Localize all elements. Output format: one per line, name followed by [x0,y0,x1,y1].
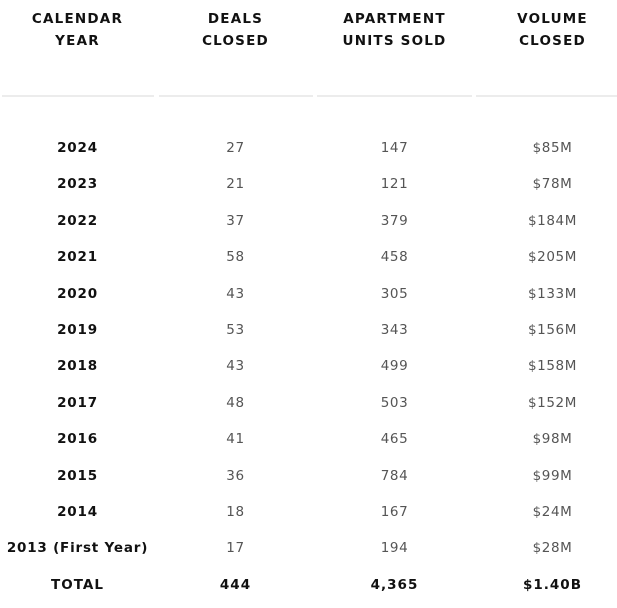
cell-volume: $184M [527,212,577,229]
cell-volume: $98M [532,431,573,448]
table-row [0,239,617,275]
cell-units: 121 [380,176,409,193]
cell-deals: 17 [226,540,245,557]
divider-segment [2,95,154,97]
total-deals: 444 [219,576,252,593]
header-apartment-units-sold: APARTMENT UNITS SOLD [342,11,447,49]
cell-deals: 41 [226,431,245,448]
table-row [0,276,617,312]
table-header [0,8,617,68]
cell-deals: 53 [226,321,245,338]
cell-units: 503 [380,394,409,411]
cell-units: 465 [380,431,409,448]
cell-year: 2022 [57,212,98,229]
cell-deals: 43 [226,358,245,375]
total-units: 4,365 [370,576,419,593]
cell-volume: $78M [532,176,573,193]
cell-volume: $28M [532,540,573,557]
cell-units: 499 [380,358,409,375]
cell-volume: $158M [527,358,577,375]
cell-units: 147 [380,140,409,156]
cell-volume: $156M [527,321,577,338]
header-deals-closed: DEALS CLOSED [202,11,269,49]
cell-year: 2019 [57,321,98,338]
cell-deals: 21 [226,176,245,193]
cell-year: 2016 [57,431,98,448]
table-row [0,458,617,494]
cell-volume: $85M [532,140,573,156]
cell-units: 194 [380,540,409,557]
table-row [0,421,617,457]
table-total-row [0,567,617,603]
cell-volume: $205M [527,249,577,266]
cell-units: 305 [380,285,409,302]
cell-units: 379 [380,212,409,229]
table-row [0,130,617,166]
cell-units: 458 [380,249,409,266]
table-row [0,312,617,348]
cell-units: 167 [380,503,409,520]
table-row [0,166,617,202]
divider-segment [159,95,313,97]
cell-deals: 18 [226,503,245,520]
cell-deals: 43 [226,285,245,302]
table-row [0,494,617,530]
table-row [0,348,617,384]
total-label: TOTAL [51,576,104,593]
header-volume-closed: VOLUME CLOSED [517,11,588,49]
cell-year: 2024 [57,140,98,156]
cell-deals: 58 [226,249,245,266]
cell-year: 2015 [57,467,98,484]
cell-units: 784 [380,467,409,484]
cell-volume: $99M [532,467,573,484]
table-row [0,385,617,421]
cell-year: 2018 [57,358,98,375]
cell-year: 2021 [57,249,98,266]
table-row [0,203,617,239]
header-divider [0,95,617,97]
cell-deals: 36 [226,467,245,484]
table-body [0,130,617,603]
cell-volume: $133M [527,285,577,302]
cell-year: 2014 [57,503,98,520]
cell-volume: $152M [527,394,577,411]
header-calendar-year: CALENDAR YEAR [31,11,124,49]
cell-year: 2013 (First Year) [6,540,149,557]
cell-deals: 48 [226,394,245,411]
total-volume: $1.40B [523,576,582,593]
divider-segment [476,95,617,97]
cell-year: 2020 [57,285,98,302]
divider-segment [317,95,472,97]
cell-units: 343 [380,321,409,338]
cell-volume: $24M [532,503,573,520]
table-row [0,530,617,566]
cell-deals: 37 [226,212,245,229]
cell-deals: 27 [226,140,245,156]
cell-year: 2023 [57,176,98,193]
cell-year: 2017 [57,394,98,411]
